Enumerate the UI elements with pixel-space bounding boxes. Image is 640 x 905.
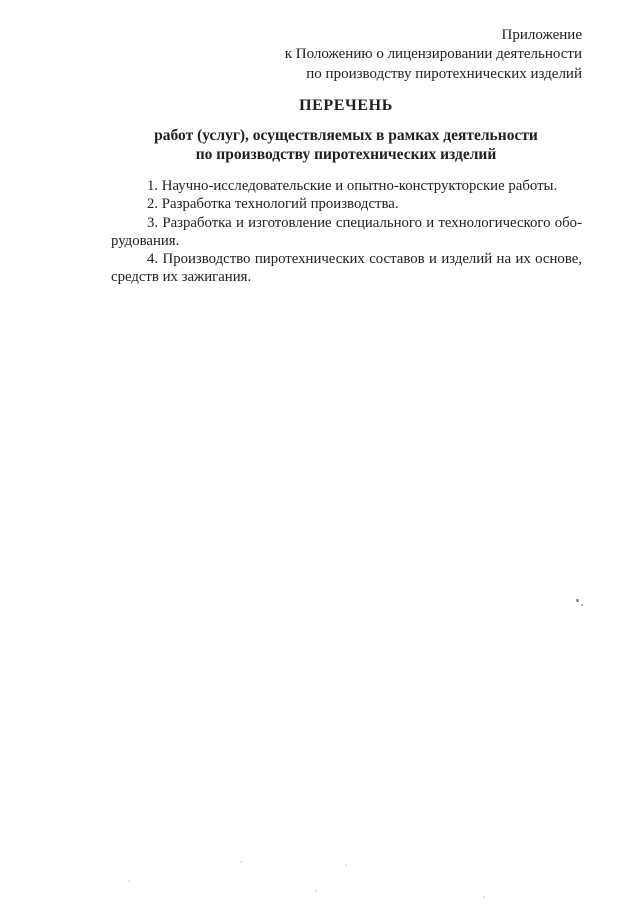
annex-line: по производству пиротехнических изделий	[306, 65, 582, 82]
scan-speck	[483, 896, 485, 898]
scan-speck	[581, 604, 583, 606]
list-item-3-line-2: рудования.	[111, 232, 180, 249]
annex-reference-block	[285, 26, 582, 84]
scan-speck	[345, 864, 347, 866]
list-body	[111, 177, 582, 287]
scan-speck	[128, 880, 130, 882]
list-item-3-line-1: 3. Разработка и изготовление специального и технологического обо-	[147, 214, 582, 231]
scan-speck	[576, 599, 579, 602]
document-subtitle-line: работ (услуг), осуществляемых в рамках деятельности	[154, 127, 538, 144]
list-item-2: 2. Разработка технологий производства.	[147, 196, 399, 213]
document-title: ПЕРЕЧЕНЬ	[299, 97, 393, 114]
document-subtitle	[110, 126, 582, 164]
document-subtitle-line: по производству пиротехнических изделий	[195, 146, 497, 163]
list-item-4-line-1: 4. Производство пиротехнических составов и изделий на их основе,	[147, 251, 582, 268]
annex-line: Приложение	[501, 27, 582, 43]
annex-line: к Положению о лицензировании деятельности	[284, 46, 582, 63]
list-item-1: 1. Научно-исследовательские и опытно-конструкторские работы.	[147, 178, 558, 194]
list-item-4-line-2: средств их зажигания.	[111, 269, 252, 286]
scan-speck	[315, 890, 317, 892]
scan-speck	[240, 861, 242, 863]
